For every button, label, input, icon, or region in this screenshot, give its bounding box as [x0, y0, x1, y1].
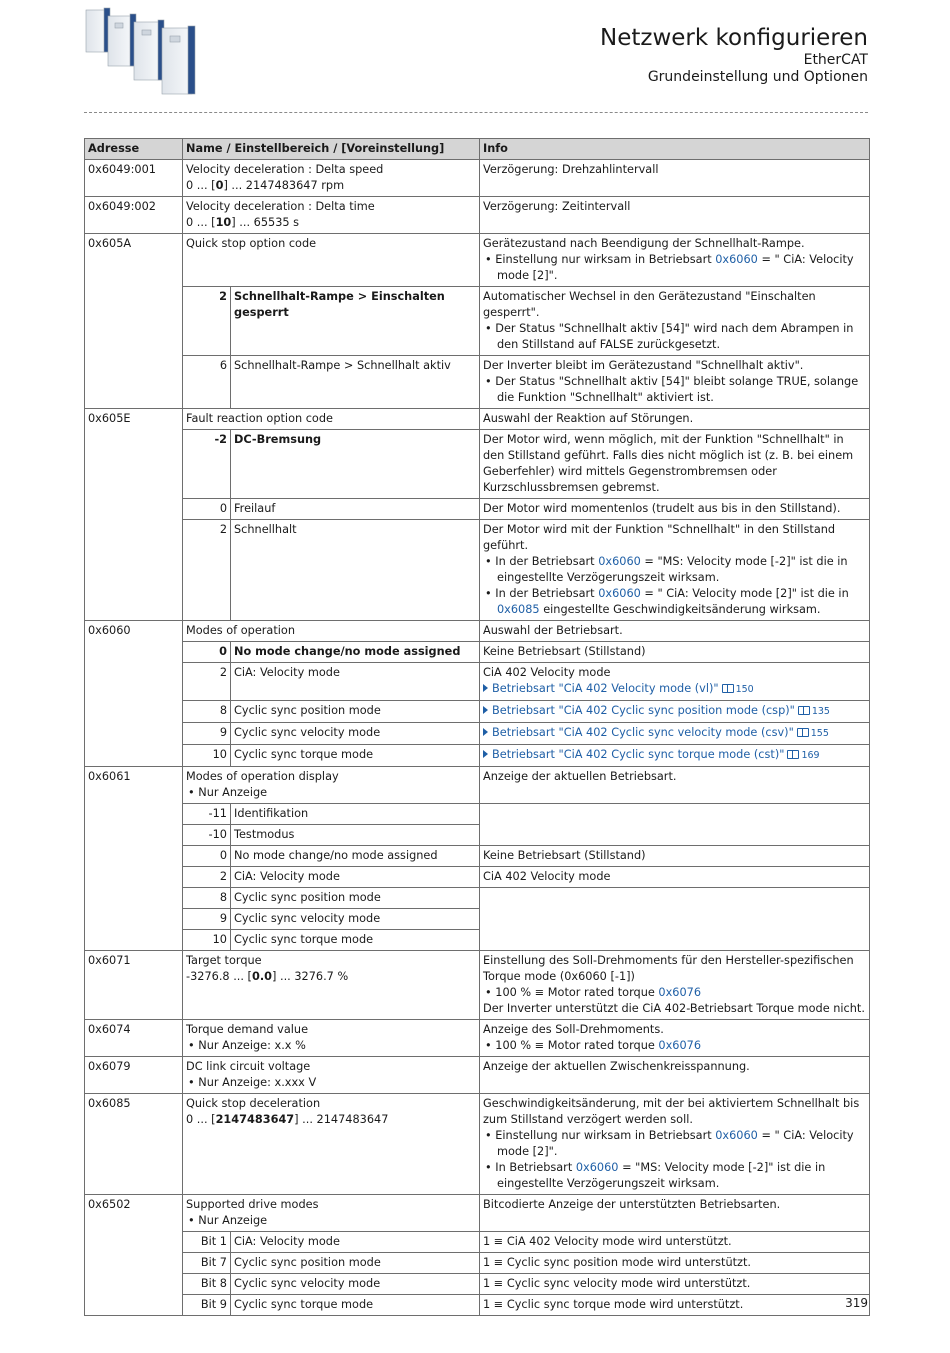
param-info: Geschwindigkeitsänderung, mit der bei aktiviertem Schnellhalt bis zum Stillstand verzögert werden soll. • Einstellung nur wirksam in Betriebsart 0x6060 = " CiA: Velocity mode [2]". • In Betriebsart 0x6060 = "MS: Velocity mode [-2]" ist die in eingestellte Verzögerungszeit wirksam. — [480, 1094, 870, 1195]
book-icon — [797, 728, 809, 737]
table-row — [85, 1295, 870, 1316]
param-name: Quick stop option code — [183, 234, 480, 287]
header-subtitle-1: EtherCAT — [803, 52, 868, 68]
table-row — [85, 663, 870, 701]
table-row — [85, 234, 870, 287]
option-text: No mode change/no mode assigned — [231, 846, 480, 867]
table-row — [85, 701, 870, 723]
col-header-info: Info — [480, 139, 870, 160]
link-0x6060[interactable]: 0x6060 — [715, 1129, 758, 1142]
page-ref: 169 — [801, 750, 820, 761]
param-name-cell: Quick stop deceleration 0 ... [2147483647] ... 2147483647 — [183, 1094, 480, 1195]
link-0x6076[interactable]: 0x6076 — [658, 1039, 702, 1052]
param-range: 0 ... [0] ... 2147483647 rpm — [186, 179, 345, 192]
option-text: Cyclic sync position mode — [231, 1253, 480, 1274]
option-info: 1 ≡ Cyclic sync position mode wird unterstützt. — [480, 1253, 870, 1274]
param-info: Anzeige des Soll-Drehmoments. • 100 % ≡ Motor rated torque 0x6076 — [480, 1020, 870, 1057]
table-row — [85, 825, 870, 846]
header-subtitle-2: Grundeinstellung und Optionen — [647, 69, 868, 85]
param-name: Velocity deceleration : Delta speed — [186, 163, 384, 176]
table-row — [85, 160, 870, 197]
option-text: Cyclic sync position mode — [231, 888, 480, 909]
option-text: Cyclic sync torque mode — [231, 1295, 480, 1316]
table-row — [85, 642, 870, 663]
option-info: Der Motor wird mit der Funktion "Schnellhalt" in den Stillstand geführt. • In der Betriebsart 0x6060 = "MS: Velocity mode [-2]" ist die in eingestellte Verzögerungszeit wirksam. • In der Betriebsart 0x6060 = " CiA: Velocity mode [2]" ist die in 0x6085 eingestellte Geschwindigkeitsänderung wirksam. — [480, 520, 870, 621]
option-text: Testmodus — [231, 825, 480, 846]
table-row — [85, 804, 870, 825]
option-text: Cyclic sync torque mode — [231, 745, 480, 767]
param-range: 0 ... [10] ... 65535 s — [186, 216, 300, 229]
table-row — [85, 951, 870, 1020]
option-value: -2 — [183, 430, 231, 499]
param-info: Auswahl der Reaktion auf Störungen. — [480, 409, 870, 430]
option-text: CiA: Velocity mode — [231, 1232, 480, 1253]
link-0x6060[interactable]: 0x6060 — [715, 253, 758, 266]
option-info: Automatischer Wechsel in den Gerätezustand "Einschalten gesperrt". • Der Status "Schnellhalt aktiv [54]" wird nach dem Abrampen in den Stillstand auf FALSE zurückgesetzt. — [480, 287, 870, 356]
option-value: 8 — [183, 701, 231, 723]
page-header — [600, 24, 868, 86]
parameter-table — [84, 138, 870, 1316]
book-icon — [798, 706, 810, 715]
link-0x6085[interactable]: 0x6085 — [497, 603, 540, 616]
table-row — [85, 287, 870, 356]
option-text: Identifikation — [231, 804, 480, 825]
table-row — [85, 1274, 870, 1295]
crossref-link-cst[interactable]: Betriebsart "CiA 402 Cyclic sync torque mode (cst)" — [492, 748, 785, 761]
param-info: Verzögerung: Zeitintervall — [480, 197, 870, 234]
arrow-right-icon — [483, 750, 488, 758]
option-info: 1 ≡ Cyclic sync velocity mode wird unterstützt. — [480, 1274, 870, 1295]
link-0x6060[interactable]: 0x6060 — [598, 587, 641, 600]
option-text: Cyclic sync torque mode — [231, 930, 480, 951]
option-info — [480, 723, 870, 745]
param-name: Modes of operation — [183, 621, 480, 642]
table-row — [85, 909, 870, 930]
param-name-cell — [183, 197, 480, 234]
book-icon — [787, 750, 799, 759]
option-text: Freilauf — [231, 499, 480, 520]
option-value: 9 — [183, 909, 231, 930]
param-info: Auswahl der Betriebsart. — [480, 621, 870, 642]
col-header-address: Adresse — [85, 139, 183, 160]
param-address: 0x6502 — [85, 1195, 183, 1316]
param-address: 0x6060 — [85, 621, 183, 767]
param-address: 0x6061 — [85, 767, 183, 951]
option-text: CiA: Velocity mode — [231, 867, 480, 888]
param-address: 0x605A — [85, 234, 183, 409]
crossref-link-vl[interactable]: Betriebsart "CiA 402 Velocity mode (vl)" — [492, 682, 719, 695]
param-name-cell: Supported drive modes • Nur Anzeige — [183, 1195, 480, 1232]
option-info: Der Motor wird momentenlos (trudelt aus bis in den Stillstand). — [480, 499, 870, 520]
option-info: CiA 402 Velocity mode — [480, 867, 870, 888]
arrow-right-icon — [483, 728, 488, 736]
param-info: Bitcodierte Anzeige der unterstützten Betriebsarten. — [480, 1195, 870, 1232]
link-0x6060[interactable]: 0x6060 — [598, 555, 641, 568]
param-info: Anzeige der aktuellen Zwischenkreisspannung. — [480, 1057, 870, 1094]
option-info: Keine Betriebsart (Stillstand) — [480, 642, 870, 663]
option-value: 2 — [183, 287, 231, 356]
table-row — [85, 745, 870, 767]
param-address: 0x6079 — [85, 1057, 183, 1094]
param-name-cell: Torque demand value • Nur Anzeige: x.x % — [183, 1020, 480, 1057]
table-row — [85, 356, 870, 409]
option-text: Cyclic sync velocity mode — [231, 1274, 480, 1295]
arrow-right-icon — [483, 684, 488, 692]
option-value: 8 — [183, 888, 231, 909]
option-value: 9 — [183, 723, 231, 745]
table-header-row — [85, 139, 870, 160]
table-row — [85, 499, 870, 520]
table-row — [85, 1057, 870, 1094]
table-row — [85, 1094, 870, 1195]
option-info: Der Motor wird, wenn möglich, mit der Funktion "Schnellhalt" in den Stillstand geführt. Falls dies nicht möglich ist (z. B. bei einem Geberfehler) wird mittels Gegenstrombremsen oder Kurzschlussbremsen gebremst. — [480, 430, 870, 499]
option-text: CiA: Velocity mode — [231, 663, 480, 701]
param-name-cell: DC link circuit voltage • Nur Anzeige: x.xxx V — [183, 1057, 480, 1094]
option-text: Schnellhalt-Rampe > Schnellhalt aktiv — [231, 356, 480, 409]
table-row — [85, 197, 870, 234]
option-text: Schnellhalt-Rampe > Einschalten gesperrt — [231, 287, 480, 356]
param-name-cell: Target torque -3276.8 ... [0.0] ... 3276.7 % — [183, 951, 480, 1020]
option-value: Bit 1 — [183, 1232, 231, 1253]
option-info — [480, 701, 870, 723]
option-value: 2 — [183, 867, 231, 888]
option-value: -11 — [183, 804, 231, 825]
option-value: 10 — [183, 745, 231, 767]
option-value: Bit 8 — [183, 1274, 231, 1295]
table-row — [85, 1253, 870, 1274]
link-0x6076[interactable]: 0x6076 — [658, 986, 702, 999]
option-value: 0 — [183, 846, 231, 867]
param-info: Gerätezustand nach Beendigung der Schnellhalt-Rampe. • Einstellung nur wirksam in Betriebsart 0x6060 = " CiA: Velocity mode [2]". — [480, 234, 870, 287]
option-value: 2 — [183, 663, 231, 701]
table-row — [85, 1195, 870, 1232]
book-icon — [722, 684, 734, 693]
table-row — [85, 520, 870, 621]
table-row — [85, 430, 870, 499]
link-0x6060[interactable]: 0x6060 — [575, 1161, 619, 1174]
col-header-name: Name / Einstellbereich / [Voreinstellung] — [183, 139, 480, 160]
param-address: 0x6049:002 — [85, 197, 183, 234]
header-title: Netzwerk konfigurieren — [600, 25, 868, 51]
option-value: 6 — [183, 356, 231, 409]
option-text: Cyclic sync velocity mode — [231, 723, 480, 745]
arrow-right-icon — [483, 706, 488, 714]
option-text: DC-Bremsung — [231, 430, 480, 499]
param-address: 0x6071 — [85, 951, 183, 1020]
param-address: 0x6074 — [85, 1020, 183, 1057]
table-row — [85, 409, 870, 430]
param-address: 0x605E — [85, 409, 183, 621]
product-image-inverters — [84, 2, 214, 98]
option-value: 10 — [183, 930, 231, 951]
option-value: 2 — [183, 520, 231, 621]
table-row — [85, 846, 870, 867]
param-name-cell: Modes of operation display • Nur Anzeige — [183, 767, 480, 804]
page-ref: 150 — [735, 684, 754, 695]
option-text: No mode change/no mode assigned — [231, 642, 480, 663]
param-address: 0x6085 — [85, 1094, 183, 1195]
option-info — [480, 888, 870, 909]
option-info: 1 ≡ Cyclic sync torque mode wird unterstützt. — [480, 1295, 870, 1316]
option-value: Bit 9 — [183, 1295, 231, 1316]
option-value: Bit 7 — [183, 1253, 231, 1274]
option-value: 0 — [183, 499, 231, 520]
option-info — [480, 930, 870, 951]
table-row — [85, 723, 870, 745]
param-name: Velocity deceleration : Delta time — [186, 200, 375, 213]
crossref-link-csv[interactable]: Betriebsart "CiA 402 Cyclic sync velocity mode (csv)" — [492, 726, 794, 739]
header-divider — [84, 112, 868, 113]
page-number: 319 — [845, 1296, 868, 1310]
option-info — [480, 804, 870, 825]
option-info — [480, 745, 870, 767]
page-ref: 135 — [811, 706, 830, 717]
option-info: Der Inverter bleibt im Gerätezustand "Schnellhalt aktiv". • Der Status "Schnellhalt aktiv [54]" bleibt solange TRUE, solange die Funktion "Schnellhalt" aktiviert ist. — [480, 356, 870, 409]
param-info: Einstellung des Soll-Drehmoments für den Hersteller-spezifischen Torque mode (0x6060 [-1]) • 100 % ≡ Motor rated torque 0x6076 Der Inverter unterstützt die CiA 402-Betriebsart Torque mode nicht. — [480, 951, 870, 1020]
option-info: CiA 402 Velocity mode Betriebsart "CiA 402 Velocity mode (vl)" 150 — [480, 663, 870, 701]
option-text: Schnellhalt — [231, 520, 480, 621]
param-info: Anzeige der aktuellen Betriebsart. — [480, 767, 870, 804]
option-info: 1 ≡ CiA 402 Velocity mode wird unterstützt. — [480, 1232, 870, 1253]
table-row — [85, 767, 870, 804]
table-row — [85, 930, 870, 951]
page-ref: 155 — [810, 728, 829, 739]
param-name-cell — [183, 160, 480, 197]
option-info: Keine Betriebsart (Stillstand) — [480, 846, 870, 867]
table-row — [85, 867, 870, 888]
table-row — [85, 1020, 870, 1057]
option-value: -10 — [183, 825, 231, 846]
table-row — [85, 621, 870, 642]
param-info: Verzögerung: Drehzahlintervall — [480, 160, 870, 197]
table-row — [85, 1232, 870, 1253]
param-address: 0x6049:001 — [85, 160, 183, 197]
crossref-link-csp[interactable]: Betriebsart "CiA 402 Cyclic sync position mode (csp)" — [492, 704, 795, 717]
option-value: 0 — [183, 642, 231, 663]
param-name: Fault reaction option code — [183, 409, 480, 430]
option-text: Cyclic sync velocity mode — [231, 909, 480, 930]
option-text: Cyclic sync position mode — [231, 701, 480, 723]
option-info — [480, 909, 870, 930]
table-row — [85, 888, 870, 909]
option-info — [480, 825, 870, 846]
